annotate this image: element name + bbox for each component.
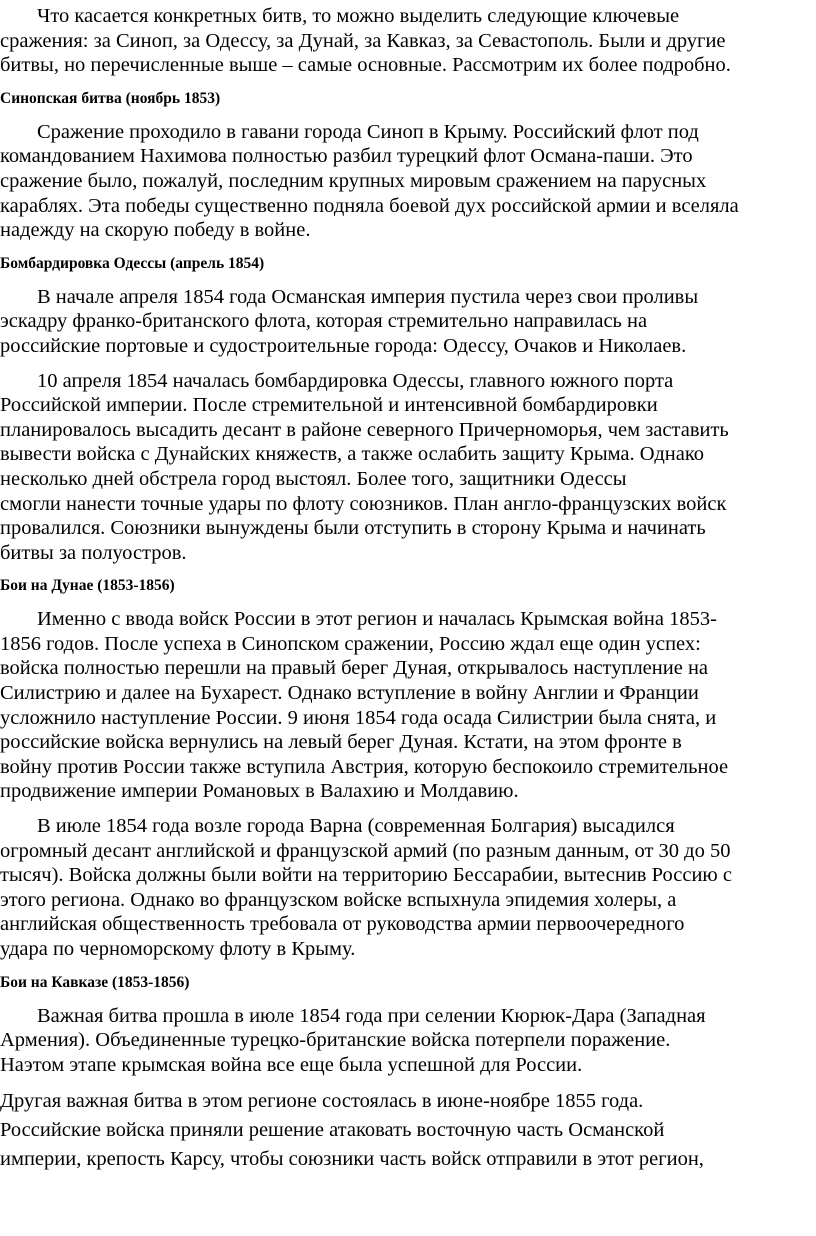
section-heading-caucasus: Бои на Кавказе (1853-1856) xyxy=(0,973,190,991)
section-heading-sinop: Синопская битва (ноябрь 1853) xyxy=(0,89,221,107)
text-line: удара по черноморскому флоту в Крыму. xyxy=(0,938,356,960)
section-heading-odessa: Бомбардировка Одессы (апрель 1854) xyxy=(0,254,265,272)
paragraph-danube-1 xyxy=(0,607,816,804)
text-line: английская общественность требовала от руководства армии первоочередного xyxy=(0,913,685,936)
text-line: Армения). Объединенные турецко-британские войска потерпели поражение. xyxy=(0,1029,671,1052)
document-page xyxy=(0,4,816,1184)
text-line: эскадру франко-британского флота, которая стремительно направилась на xyxy=(0,310,648,333)
paragraph-odessa-1 xyxy=(0,285,816,359)
text-line: продвижение империи Романовых в Валахию и Молдавию. xyxy=(0,780,519,803)
text-line: 1856 годов. После успеха в Синопском сражении, Россию ждал еще один успех: xyxy=(0,632,701,655)
text-line: командованием Нахимова полностью разбил турецкий флот Османа-паши. Это xyxy=(0,145,693,168)
text-line: В начале апреля 1854 года Османская империя пустила через свои проливы xyxy=(37,285,699,308)
text-line: огромный десант английской и французской армий (по разным данным, от 30 до 50 xyxy=(0,839,731,862)
text-line: вывести войска с Дунайских княжеств, а также ослабить защиту Крыма. Однако xyxy=(0,443,704,466)
text-line: Силистрию и далее на Бухарест. Однако вступление в войну Англии и Франции xyxy=(0,682,699,705)
text-line: сражения: за Синоп, за Одессу, за Дунай, за Кавказ, за Севастополь. Были и другие xyxy=(0,29,726,52)
text-line: 10 апреля 1854 началась бомбардировка Одессы, главного южного порта xyxy=(37,369,674,392)
text-line: Что касается конкретных битв, то можно выделить следующие ключевые xyxy=(37,5,680,27)
text-line: Наэтом этапе крымская война все еще была успешной для России. xyxy=(0,1053,583,1076)
text-line: Российской империи. После стремительной и интенсивной бомбардировки xyxy=(0,394,658,417)
text-line: битвы за полуостров. xyxy=(0,541,187,564)
text-line: караблях. Эта победы существенно подняла боевой дух российской армии и вселяла xyxy=(0,194,739,217)
text-line: российские войска вернулись на левый берег Дуная. Кстати, на этом фронте в xyxy=(0,731,682,754)
text-line: провалился. Союзники вынуждены были отступить в сторону Крыма и начинать xyxy=(0,517,706,540)
paragraph-odessa-2 xyxy=(0,369,816,566)
text-line: российские портовые и судостроительные города: Одессу, Очаков и Николаев. xyxy=(0,334,687,357)
text-line: империи, крепость Карсу, чтобы союзники часть войск отправили в этот регион, xyxy=(0,1148,704,1171)
text-line: Российские войска приняли решение атаковать восточную часть Османской xyxy=(0,1119,665,1142)
text-line: Важная битва прошла в июле 1854 года при селении Кюрюк-Дара (Западная xyxy=(37,1004,706,1027)
text-line: усложнило наступление России. 9 июня 1854 года осада Силистрии была снята, и xyxy=(0,706,717,729)
text-line: планировалось высадить десант в районе северного Причерноморья, чем заставить xyxy=(0,418,729,441)
text-line: смогли нанести точные удары по флоту союзников. План англо-французских войск xyxy=(0,492,727,515)
text-line: Сражение проходило в гавани города Синоп в Крыму. Российский флот под xyxy=(37,120,699,143)
text-line: несколько дней обстрела город выстоял. Более того, защитники Одессы xyxy=(0,467,627,490)
text-line: Другая важная битва в этом регионе состоялась в июне-ноябре 1855 года. xyxy=(0,1090,644,1113)
section-heading-danube: Бои на Дунае (1853-1856) xyxy=(0,577,175,595)
paragraph-danube-2 xyxy=(0,814,816,962)
paragraph-caucasus-2 xyxy=(0,1087,816,1174)
text-line: этого региона. Однако во французском войске вспыхнула эпидемия холеры, а xyxy=(0,888,677,911)
text-line: В июле 1854 года возле города Варна (современная Болгария) высадился xyxy=(37,815,675,838)
text-line: Именно с ввода войск России в этот регион и началась Крымская война 1853- xyxy=(37,608,717,631)
intro-paragraph xyxy=(0,4,816,78)
text-line: войну против России также вступила Австрия, которую беспокоило стремительное xyxy=(0,755,729,778)
paragraph-sinop xyxy=(0,120,816,243)
text-line: битвы, но перечисленные выше – самые основные. Рассмотрим их более подробно. xyxy=(0,54,731,77)
paragraph-caucasus-1 xyxy=(0,1004,816,1078)
text-line: войска полностью перешли на правый берег Дуная, открывалось наступление на xyxy=(0,657,709,680)
text-line: тысяч). Войска должны были войти на территорию Бессарабии, вытеснив Россию с xyxy=(0,864,732,887)
text-line: сражение было, пожалуй, последним крупных мировым сражением на парусных xyxy=(0,169,707,192)
text-line: надежду на скорую победу в войне. xyxy=(0,219,311,242)
